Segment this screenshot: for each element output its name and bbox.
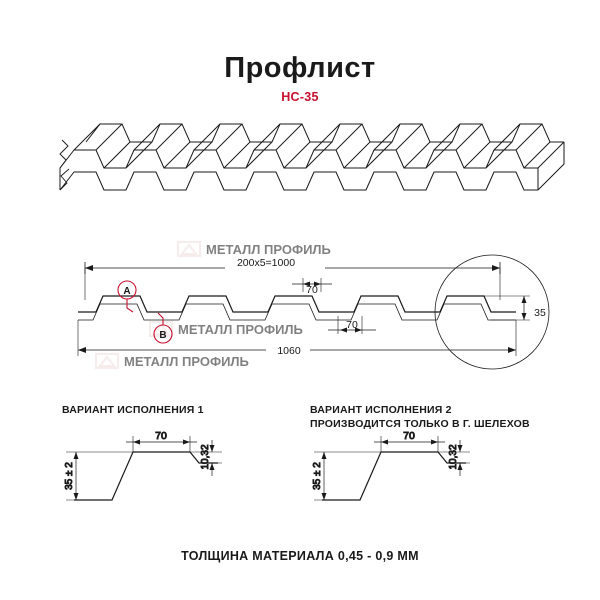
watermark-text: МЕТАЛЛ ПРОФИЛЬ bbox=[178, 322, 303, 337]
variant-1-height-label: 35 ± 2 bbox=[64, 462, 75, 490]
total-width-label: 1060 bbox=[277, 345, 301, 357]
variant-1-label-text: ВАРИАНТ ИСПОЛНЕНИЯ 1 bbox=[62, 404, 204, 416]
rib-dimension-label-1: 70 bbox=[306, 284, 318, 296]
variant-2-thickness-label: 10,32 bbox=[448, 444, 459, 470]
variant-2-width-label: 70 bbox=[403, 430, 415, 442]
height-dimension-label: 35 bbox=[534, 307, 546, 319]
variant-1-thickness-label: 10,32 bbox=[200, 444, 211, 470]
variant-1-width-label: 70 bbox=[155, 430, 167, 442]
page-title: Профлист bbox=[224, 52, 376, 84]
watermark-text: МЕТАЛЛ ПРОФИЛЬ bbox=[124, 354, 249, 369]
material-thickness-note: ТОЛЩИНА МАТЕРИАЛА 0,45 - 0,9 ММ bbox=[181, 549, 419, 563]
variant-2-height-label: 35 ± 2 bbox=[312, 462, 323, 490]
variant-2-label-text: ВАРИАНТ ИСПОЛНЕНИЯ 2 ПРОИЗВОДИТСЯ ТОЛЬКО В Г. ШЕЛЕХОВ bbox=[310, 404, 530, 430]
model-name: НС-35 bbox=[281, 90, 319, 104]
callout-b-label: B bbox=[159, 330, 167, 341]
top-dimension-label: 200x5=1000 bbox=[236, 257, 296, 269]
watermark-text: МЕТАЛЛ ПРОФИЛЬ bbox=[206, 242, 331, 257]
callout-a-label: A bbox=[123, 286, 131, 297]
rib-dimension-label-2: 70 bbox=[346, 319, 358, 331]
